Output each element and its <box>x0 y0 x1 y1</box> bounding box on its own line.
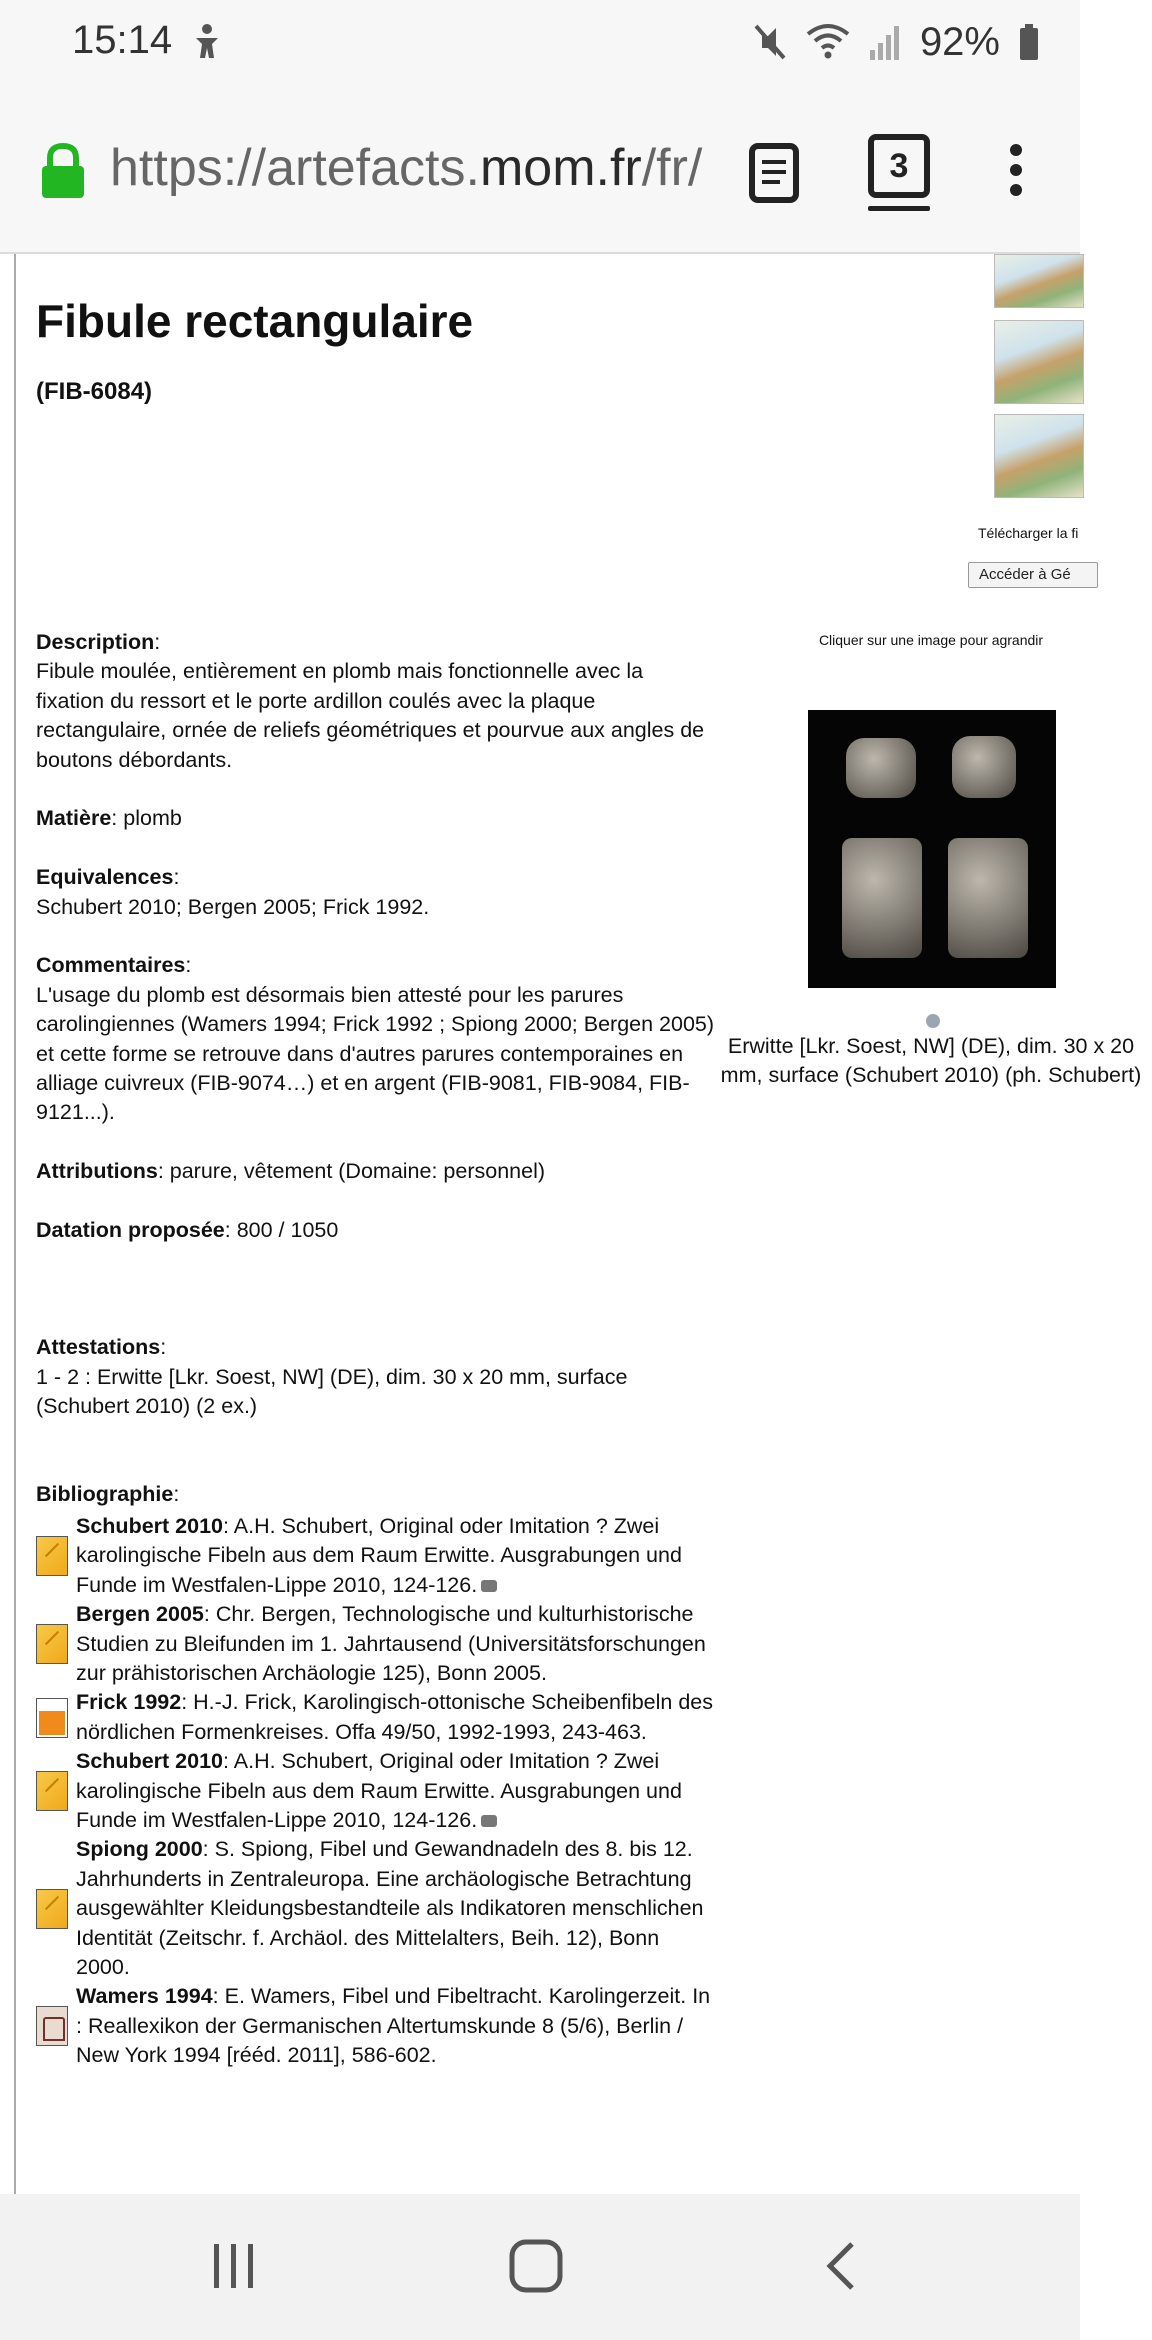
navigation-bar <box>0 2194 1080 2340</box>
equivalences-heading: Equivalences: <box>36 865 180 890</box>
photo-credit-icon[interactable] <box>926 1014 940 1028</box>
battery-level: 92% <box>919 19 1000 64</box>
article-icon <box>36 1771 68 1811</box>
status-time: 15:14 <box>72 18 173 62</box>
attestations-text: 1 - 2 : Erwitte [Lkr. Soest, NW] (DE), dim. 30 x 20 mm, surface (Schubert 2010) (2 ex.) <box>36 1364 628 1419</box>
bibliography-item[interactable]: Frick 1992: H.-J. Frick, Karolingisch-ottonische Scheibenfibeln des nördlichen Formenkreises. Offa 49/50, 1992-1993, 243-463. <box>36 1688 716 1747</box>
bibliography-list <box>36 1512 716 2071</box>
map-thumbnail[interactable] <box>994 414 1084 498</box>
commentaires-text: L'usage du plomb est désormais bien attesté pour les parures carolingiennes (Wamers 1994; Frick 1992 ; Spiong 2000; Bergen 2005) et cette forme se retrouve dans d'autres parures contemporaines en alliage cuivreux (FIB-9074…) et en argent (FIB-9081, FIB-9084, FIB-9121...). <box>36 982 715 1125</box>
equivalences-text: Schubert 2010; Bergen 2005; Frick 1992. <box>36 894 430 919</box>
page-title: Fibule rectangulaire <box>36 295 474 347</box>
status-bar <box>0 0 1080 86</box>
map-thumbnail[interactable] <box>994 254 1084 308</box>
reference-code: (FIB-6084) <box>36 378 153 405</box>
photo-piece <box>842 838 922 958</box>
photo-caption: Erwitte [Lkr. Soest, NW] (DE), dim. 30 x 20 mm, surface (Schubert 2010) (ph. Schubert) <box>720 1034 1142 1088</box>
datation-line: Datation proposée: 800 / 1050 <box>36 1218 339 1243</box>
artefact-photo[interactable] <box>808 710 1056 988</box>
download-link[interactable]: Télécharger la fi <box>978 525 1079 541</box>
signal-icon <box>868 22 902 62</box>
commentaires-heading: Commentaires: <box>36 953 192 978</box>
photo-icon[interactable] <box>481 1580 497 1592</box>
photo-piece <box>948 838 1028 958</box>
article-body <box>36 628 716 2071</box>
bibliographie-heading: Bibliographie: <box>36 1482 180 1507</box>
home-icon[interactable] <box>508 2238 564 2294</box>
url-domain: mom.fr <box>479 139 642 197</box>
mute-icon <box>752 22 788 62</box>
matiere-line: Matière: plomb <box>36 806 182 831</box>
url-suffix: /fr/ <box>641 139 703 197</box>
status-icons <box>752 16 1040 68</box>
attestations-heading: Attestations: <box>36 1335 167 1360</box>
side-column <box>710 254 1142 1154</box>
battery-icon <box>1018 22 1040 62</box>
photo-piece <box>952 736 1016 798</box>
reader-mode-icon[interactable] <box>748 142 800 204</box>
photo-icon[interactable] <box>481 1815 497 1827</box>
page-border <box>14 254 16 2194</box>
wifi-icon <box>806 22 850 62</box>
browser-toolbar <box>0 86 1080 254</box>
tabs-underline <box>868 206 930 211</box>
back-icon[interactable] <box>822 2240 858 2292</box>
bibliography-item[interactable]: Wamers 1994: E. Wamers, Fibel und Fibeltracht. Karolingerzeit. In : Reallexikon der Germanischen Altertumskunde 8 (5/6), Berlin / New York 1994 [rééd. 2011], 586-602. <box>36 1982 716 2070</box>
url-field[interactable] <box>110 138 710 198</box>
photo-piece <box>846 738 916 798</box>
article-icon <box>36 1889 68 1929</box>
click-hint: Cliquer sur une image pour agrandir <box>818 632 1044 648</box>
journal-icon <box>36 1698 68 1738</box>
bibliography-item[interactable]: Schubert 2010: A.H. Schubert, Original oder Imitation ? Zwei karolingische Fibeln aus dem Raum Erwitte. Ausgrabungen und Funde im Westfalen-Lippe 2010, 124-126. <box>36 1512 716 1600</box>
book-icon <box>36 2006 68 2046</box>
article-icon <box>36 1624 68 1664</box>
bibliography-item[interactable]: Schubert 2010: A.H. Schubert, Original oder Imitation ? Zwei karolingische Fibeln aus dem Raum Erwitte. Ausgrabungen und Funde im Westfalen-Lippe 2010, 124-126. <box>36 1747 716 1835</box>
recent-apps-icon[interactable] <box>210 2240 258 2292</box>
access-button[interactable]: Accéder à Gé <box>968 562 1098 588</box>
overflow-menu-icon[interactable] <box>1004 142 1028 198</box>
description-text: Fibule moulée, entièrement en plomb mais fonctionnelle avec la fixation du ressort et le porte ardillon coulés avec la plaque rectangulaire, ornée de reliefs géométriques et pourvue aux angles de boutons débordants. <box>36 659 705 772</box>
bibliography-item[interactable]: Spiong 2000: S. Spiong, Fibel und Gewandnadeln des 8. bis 12. Jahrhunderts in Zentraleuropa. Eine archäologische Betrachtung ausgewählter Kleidungsbestandteile als Indikatoren menschlichen Identität (Zeitschr. f. Archäol. des Mittelalters, Beih. 12), Bonn 2000. <box>36 1835 716 1982</box>
tabs-button[interactable]: 3 <box>868 134 930 198</box>
web-page <box>0 254 1142 2194</box>
url-prefix: https://artefacts. <box>110 139 480 197</box>
attributions-line: Attributions: parure, vêtement (Domaine: personnel) <box>36 1159 546 1184</box>
map-thumbnail[interactable] <box>994 320 1084 404</box>
bibliography-item[interactable]: Bergen 2005: Chr. Bergen, Technologische und kulturhistorische Studien zu Bleifunden im 1. Jahrtausend (Universitätsforschungen zur prähistorischen Archäologie 125), Bonn 2005. <box>36 1600 716 1688</box>
article-icon <box>36 1536 68 1576</box>
description-heading: Description: <box>36 630 161 654</box>
accessibility-icon <box>190 22 224 62</box>
lock-icon[interactable] <box>38 142 88 200</box>
